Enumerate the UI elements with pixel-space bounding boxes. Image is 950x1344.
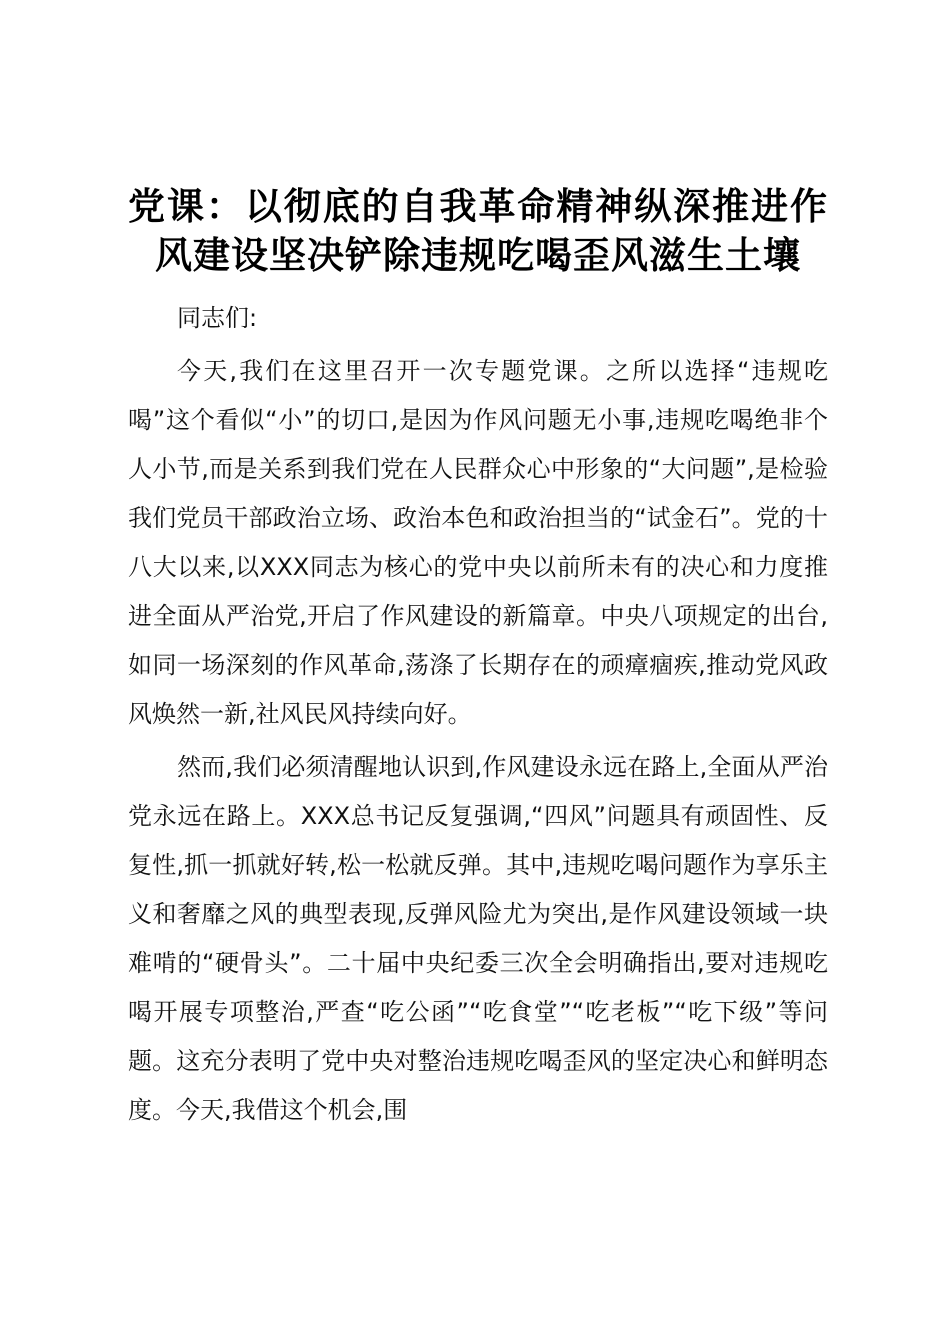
paragraph-2: 然而,我们必须清醒地认识到,作风建设永远在路上,全面从严治党永远在路上。XXX总书记反复强调,“四风”问题具有顽固性、反复性,抓一抓就好转,松一松就反弹。其中,违规吃喝问题作为享乐主义和奢靡之风的典型表现,反弹风险尤为突出,是作风建设领域一块难啃的“硬骨头”。二十届中央纪委三次全会明确指出,要对违规吃喝开展专项整治,严查“吃公函”“吃食堂”“吃老板”“吃下级”等问题。这充分表明了党中央对整治违规吃喝歪风的坚定决心和鲜明态度。今天,我借这个机会,围 [128,753,828,1124]
salutation: 同志们: [177,304,258,332]
document-body [128,182,828,1135]
document-title: 党课：以彻底的自我革命精神纵深推进作风建设坚决铲除违规吃喝歪风滋生土壤 [128,184,828,277]
paragraph-1: 今天,我们在这里召开一次专题党课。之所以选择“违规吃喝”这个看似“小”的切口,是因为作风问题无小事,违规吃喝绝非个人小节,而是关系到我们党在人民群众心中形象的“大问题”,是检验我们党员干部政治立场、政治本色和政治担当的“试金石”。党的十八大以来,以XXX同志为核心的党中央以前所未有的决心和力度推进全面从严治党,开启了作风建设的新篇章。中央八项规定的出台,如同一场深刻的作风革命,荡涤了长期存在的顽瘴痼疾,推动党风政风焕然一新,社风民风持续向好。 [128,357,828,728]
